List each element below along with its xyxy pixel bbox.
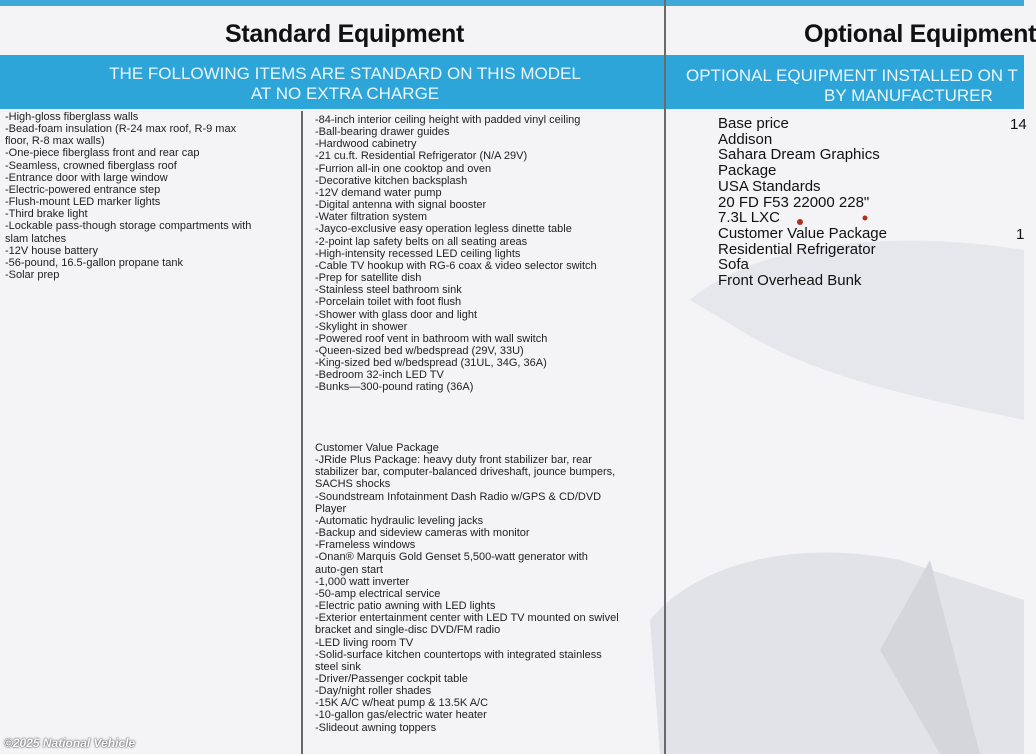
cvp-heading: Customer Value Package [315, 442, 439, 454]
list-item: -84-inch interior ceiling height with padded vinyl ceiling [315, 114, 581, 126]
list-item: USA Standards [718, 177, 821, 195]
customer-value-package-list [315, 442, 619, 734]
list-item: -2-point lap safety belts on all seating areas [315, 235, 528, 248]
list-item: -Electric patio awning with LED lights [315, 600, 496, 613]
list-item: -King-sized bed w/bedspread (31UL, 34G, 36A) [315, 357, 547, 370]
list-item: -Decorative kitchen backsplash [315, 174, 468, 187]
price-fragment-base: 14 [1010, 116, 1027, 133]
optional-subtitle-line2: BY MANUFACTURER [824, 86, 993, 105]
list-item: -Driver/Passenger cockpit table [315, 672, 468, 685]
optional-equipment-title: Optional Equipment [804, 20, 1036, 48]
list-item: -Solar prep [5, 269, 60, 282]
list-item: -Powered roof vent in bathroom with wall switch [315, 332, 548, 345]
list-item: stabilizer bar, computer-balanced driveshaft, jounce bumpers, [315, 466, 616, 479]
list-item: Sofa [718, 256, 749, 274]
list-item: -Frameless windows [315, 539, 416, 552]
standard-equipment-title: Standard Equipment [225, 20, 465, 48]
list-item: Package [718, 162, 777, 180]
list-item: -Backup and sideview cameras with monitor [315, 527, 530, 540]
list-item: -Ball-bearing drawer guides [315, 126, 450, 139]
list-item: -Slideout awning toppers [315, 721, 437, 734]
optional-subtitle-line1: OPTIONAL EQUIPMENT INSTALLED ON T [686, 66, 1018, 85]
list-item: -Bunks—300-pound rating (36A) [315, 381, 474, 394]
top-accent-strip [0, 0, 1024, 6]
list-item: -LED living room TV [315, 636, 414, 649]
list-item: -Furrion all-in one cooktop and oven [315, 162, 492, 175]
list-item: -Automatic hydraulic leveling jacks [315, 514, 484, 527]
column-divider-middle [664, 0, 666, 754]
list-item: Customer Value Package [718, 224, 887, 242]
list-item: -Skylight in shower [315, 320, 408, 333]
optional-equipment-list [718, 116, 887, 289]
standard-column-1 [5, 111, 251, 281]
list-item: -10-gallon gas/electric water heater [315, 709, 487, 722]
list-item: 20 FD F53 22000 228" [718, 193, 870, 211]
list-item: -15K A/C w/heat pump & 13.5K A/C [315, 697, 489, 710]
list-item: -Bedroom 32-inch LED TV [315, 369, 444, 382]
list-item: -Bead-foam insulation (R-24 max roof, R-9 max [5, 123, 237, 136]
list-item: -12V house battery [5, 244, 98, 257]
list-item: -Hardwood cabinetry [315, 138, 417, 151]
standard-column-2 [315, 114, 597, 394]
list-item: -Seamless, crowned fiberglass roof [5, 159, 177, 172]
list-item: -Cable TV hookup with RG-6 coax & video selector switch [315, 259, 597, 272]
list-item: -Jayco-exclusive easy operation legless dinette table [315, 223, 572, 236]
list-item: -12V demand water pump [315, 186, 442, 199]
list-item: slam latches [5, 232, 67, 245]
list-item: -Stainless steel bathroom sink [315, 284, 462, 297]
list-item: -Prep for satellite dish [315, 272, 422, 285]
list-item: -Water filtration system [315, 211, 428, 224]
list-item: -Electric-powered entrance step [5, 183, 161, 196]
list-item: -Exterior entertainment center with LED TV mounted on swivel [315, 612, 619, 625]
copyright-watermark: ©2025 National Vehicle [4, 736, 136, 750]
list-item: -Third brake light [5, 208, 88, 221]
list-item: -Lockable pass-though storage compartments with [5, 220, 252, 233]
list-item: Front Overhead Bunk [718, 272, 862, 290]
list-item: -Digital antenna with signal booster [315, 199, 487, 212]
list-item: floor, R-8 max walls) [5, 135, 105, 148]
list-item: -56-pound, 16.5-gallon propane tank [5, 256, 183, 269]
list-item: -Shower with glass door and light [315, 308, 478, 321]
stain-marks [790, 212, 870, 232]
list-item: -JRide Plus Package: heavy duty front stabilizer bar, rear [315, 454, 592, 467]
column-divider-left [301, 111, 303, 754]
list-item: -1,000 watt inverter [315, 575, 410, 588]
list-item: Sahara Dream Graphics [718, 146, 880, 164]
list-item: -Solid-surface kitchen countertops with integrated stainless [315, 648, 602, 661]
standard-subtitle-line1: THE FOLLOWING ITEMS ARE STANDARD ON THIS MODEL [109, 64, 581, 83]
list-item: -Queen-sized bed w/bedspread (29V, 33U) [315, 344, 524, 357]
list-item: Addison [718, 130, 773, 148]
list-item: -Day/night roller shades [315, 685, 432, 698]
list-item: -High-intensity recessed LED ceiling lights [315, 247, 521, 260]
list-item: -21 cu.ft. Residential Refrigerator (N/A 29V) [315, 150, 528, 163]
list-item: bracket and single-disc DVD/FM radio [315, 624, 501, 637]
list-item: -High-gloss fiberglass walls [5, 111, 139, 123]
list-item: Base price [718, 115, 789, 132]
list-item: -Entrance door with large window [5, 171, 168, 184]
list-item: auto-gen start [315, 563, 383, 576]
list-item: -Soundstream Infotainment Dash Radio w/GPS & CD/DVD [315, 490, 602, 503]
list-item: Residential Refrigerator [718, 240, 876, 258]
list-item: steel sink [315, 660, 361, 673]
list-item: 7.3L LXC [718, 209, 780, 227]
list-item: -50-amp electrical service [315, 587, 441, 600]
list-item: -Flush-mount LED marker lights [5, 196, 161, 209]
list-item: SACHS shocks [315, 478, 391, 491]
list-item: -Porcelain toilet with foot flush [315, 296, 462, 309]
standard-subtitle-line2: AT NO EXTRA CHARGE [250, 84, 440, 103]
list-item: Player [315, 502, 347, 515]
price-fragment-cvp: 1 [1016, 226, 1025, 243]
list-item: -One-piece fiberglass front and rear cap [5, 147, 200, 160]
list-item: -Onan® Marquis Gold Genset 5,500-watt generator with [315, 551, 588, 564]
